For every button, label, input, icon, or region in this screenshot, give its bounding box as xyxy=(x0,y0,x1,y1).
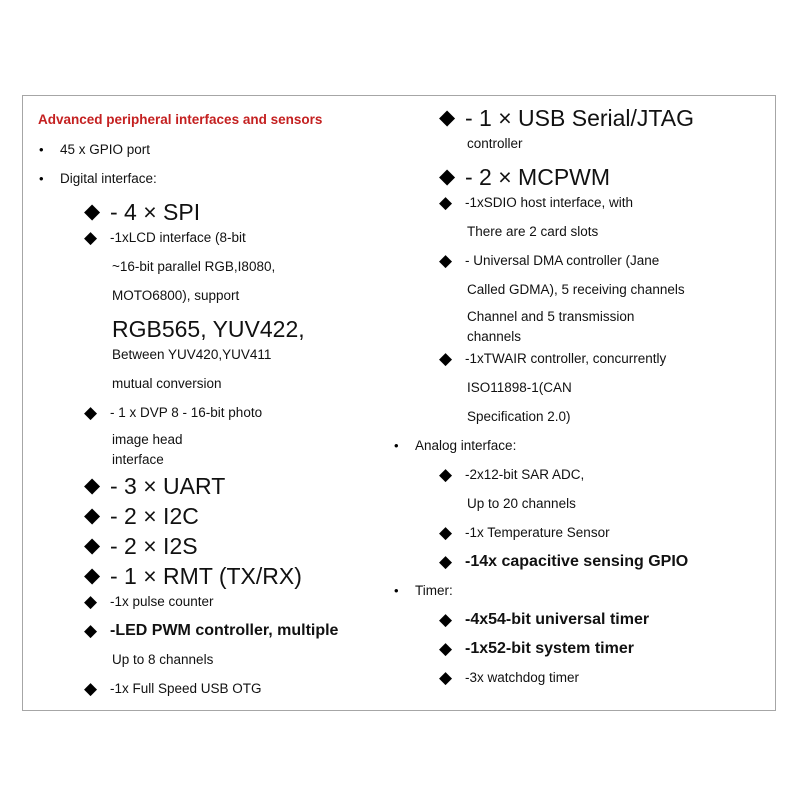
spec-line xyxy=(391,639,771,659)
spec-text: -3x watchdog timer xyxy=(465,670,580,685)
spec-line xyxy=(36,315,394,343)
spec-text: -1x Full Speed USB OTG xyxy=(110,681,262,696)
spec-panel xyxy=(22,95,776,711)
column-right xyxy=(391,104,771,697)
column-left xyxy=(36,108,394,708)
dot-bullet-icon: • xyxy=(39,142,44,157)
spec-line xyxy=(391,494,771,514)
spec-text: 45 x GPIO port xyxy=(60,142,151,157)
spec-line xyxy=(36,562,394,590)
spec-line xyxy=(36,532,394,560)
spec-text: ISO11898-1(CAN xyxy=(467,380,572,395)
diamond-bullet-icon: ◆ xyxy=(439,552,453,571)
diamond-bullet-icon: ◆ xyxy=(439,523,453,542)
spec-text: - Universal DMA controller (Jane xyxy=(465,253,660,268)
spec-line xyxy=(36,345,394,365)
spec-text: Up to 8 channels xyxy=(112,652,214,667)
diamond-bullet-icon: ◆ xyxy=(84,474,101,497)
spec-text: - 1 × RMT (TX/RX) xyxy=(110,563,302,589)
dot-bullet-icon: • xyxy=(39,171,44,186)
spec-line xyxy=(36,621,394,641)
diamond-bullet-icon: ◆ xyxy=(439,639,453,658)
spec-text: -1xLCD interface (8-bit xyxy=(110,230,246,245)
spec-line xyxy=(391,134,771,154)
diamond-bullet-icon: ◆ xyxy=(439,165,456,188)
spec-line xyxy=(391,465,771,485)
spec-line xyxy=(36,198,394,226)
diamond-bullet-icon: ◆ xyxy=(439,465,453,484)
spec-line xyxy=(391,251,771,271)
spec-text: -2x12-bit SAR ADC, xyxy=(465,467,585,482)
spec-text: Timer: xyxy=(415,583,453,598)
spec-text: -1x52-bit system timer xyxy=(465,640,634,657)
spec-text: controller xyxy=(467,136,523,151)
spec-line xyxy=(391,280,771,300)
spec-text: -LED PWM controller, multiple xyxy=(110,622,339,639)
spec-line xyxy=(391,349,771,369)
spec-line xyxy=(36,592,394,612)
diamond-bullet-icon: ◆ xyxy=(84,228,98,247)
spec-line xyxy=(36,403,394,423)
spec-text: Between YUV420,YUV411 xyxy=(112,347,272,362)
spec-line xyxy=(36,286,394,306)
spec-text: -14x capacitive sensing GPIO xyxy=(465,553,689,570)
spec-text: -1xTWAIR controller, concurrently xyxy=(465,351,667,366)
spec-text: -4x54-bit universal timer xyxy=(465,611,650,628)
spec-line xyxy=(391,610,771,630)
dot-bullet-icon: • xyxy=(394,438,399,453)
spec-text: - 3 × UART xyxy=(110,473,226,499)
spec-text: Up to 20 channels xyxy=(467,496,576,511)
dot-bullet-icon: • xyxy=(394,583,399,598)
spec-text: - 4 × SPI xyxy=(110,199,201,225)
diamond-bullet-icon: ◆ xyxy=(84,200,101,223)
spec-text: - 2 × I2C xyxy=(110,503,199,529)
diamond-bullet-icon: ◆ xyxy=(439,193,453,212)
spec-line xyxy=(391,104,771,132)
spec-line xyxy=(36,452,394,468)
spec-text: - 1 x DVP 8 - 16-bit photo xyxy=(110,405,263,420)
spec-line xyxy=(36,257,394,277)
spec-line xyxy=(391,329,771,345)
diamond-bullet-icon: ◆ xyxy=(439,610,453,629)
spec-text: Called GDMA), 5 receiving channels xyxy=(467,282,685,297)
spec-line xyxy=(391,581,771,601)
spec-line xyxy=(36,228,394,248)
spec-line xyxy=(391,163,771,191)
spec-line xyxy=(391,552,771,572)
spec-text: channels xyxy=(467,329,522,344)
spec-text: Channel and 5 transmission xyxy=(467,309,635,324)
spec-line xyxy=(36,679,394,699)
spec-text: -1xSDIO host interface, with xyxy=(465,195,634,210)
diamond-bullet-icon: ◆ xyxy=(84,403,98,422)
diamond-bullet-icon: ◆ xyxy=(439,251,453,270)
spec-text: There are 2 card slots xyxy=(467,224,599,239)
spec-line xyxy=(36,374,394,394)
spec-text: - 2 × MCPWM xyxy=(465,164,611,190)
spec-text: - 2 × I2S xyxy=(110,533,198,559)
spec-line xyxy=(36,472,394,500)
diamond-bullet-icon: ◆ xyxy=(439,106,456,129)
spec-line xyxy=(391,436,771,456)
spec-text: image head xyxy=(112,432,183,447)
spec-text: Analog interface: xyxy=(415,438,517,453)
spec-text: - 1 × USB Serial/JTAG xyxy=(465,105,695,131)
spec-line xyxy=(36,140,394,160)
spec-line xyxy=(36,432,394,448)
diamond-bullet-icon: ◆ xyxy=(84,592,98,611)
diamond-bullet-icon: ◆ xyxy=(84,504,101,527)
diamond-bullet-icon: ◆ xyxy=(84,621,98,640)
diamond-bullet-icon: ◆ xyxy=(84,679,98,698)
spec-text: MOTO6800), support xyxy=(112,288,240,303)
spec-line xyxy=(391,309,771,325)
diamond-bullet-icon: ◆ xyxy=(84,534,101,557)
spec-text: RGB565, YUV422, xyxy=(112,316,305,342)
spec-text: ~16-bit parallel RGB,I8080, xyxy=(112,259,276,274)
spec-line xyxy=(391,222,771,242)
spec-line xyxy=(391,407,771,427)
spec-text: mutual conversion xyxy=(112,376,222,391)
spec-line xyxy=(391,193,771,213)
diamond-bullet-icon: ◆ xyxy=(84,564,101,587)
spec-line xyxy=(36,169,394,189)
spec-text: Digital interface: xyxy=(60,171,157,186)
spec-line xyxy=(391,523,771,543)
spec-text: interface xyxy=(112,452,164,467)
spec-text: -1x pulse counter xyxy=(110,594,214,609)
spec-line xyxy=(36,502,394,530)
spec-line xyxy=(36,650,394,670)
spec-line xyxy=(391,668,771,688)
spec-text: Specification 2.0) xyxy=(467,409,571,424)
diamond-bullet-icon: ◆ xyxy=(439,349,453,368)
diamond-bullet-icon: ◆ xyxy=(439,668,453,687)
section-title: Advanced peripheral interfaces and sensors xyxy=(38,112,323,127)
spec-line xyxy=(391,378,771,398)
spec-text: -1x Temperature Sensor xyxy=(465,525,610,540)
